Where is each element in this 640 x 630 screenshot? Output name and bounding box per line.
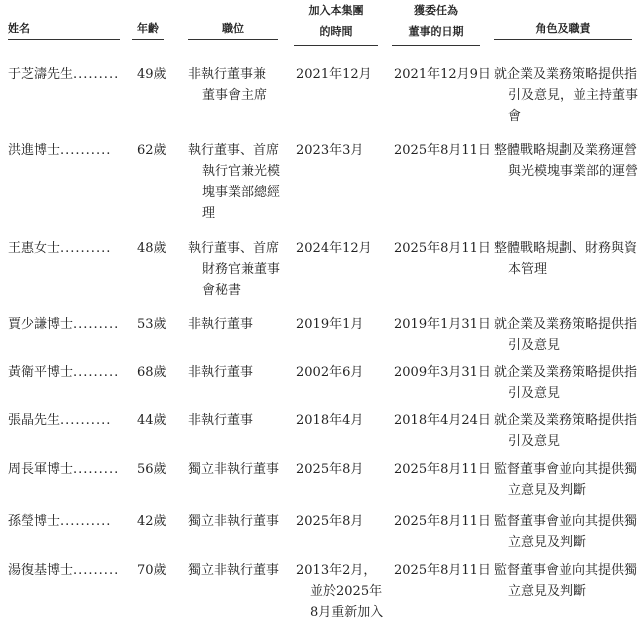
position-cell [188, 511, 284, 532]
join-date-line: 2013年2月， [296, 563, 377, 578]
director-name: 王惠女士 [8, 241, 61, 256]
director-name: 孫瑩博士 [8, 514, 61, 529]
appointment-date: 2025年8月11日 [394, 241, 491, 256]
appointment-date-cell [394, 511, 490, 532]
header-appoint-line: 董事的日期 [408, 25, 464, 38]
position-cell [188, 362, 284, 383]
role-cell [494, 511, 638, 553]
role-line: 引及意見 [508, 434, 561, 449]
appointment-date: 2025年8月11日 [394, 563, 491, 578]
age-cell [137, 459, 177, 480]
position-line: 非執行董事兼 [188, 67, 267, 82]
director-name: 洪進博士 [8, 143, 61, 158]
age-value: 48歲 [137, 241, 167, 256]
leader-dots: .......... [60, 241, 112, 256]
role-line: 監督董事會並向其提供獨 [494, 514, 638, 529]
position-line: 執行董事、首席 [188, 143, 280, 158]
join-date-cell [296, 64, 386, 85]
position-cell [188, 314, 284, 335]
director-name-cell [8, 362, 132, 383]
join-date-cell [296, 238, 386, 259]
leader-dots: ......... [73, 365, 120, 380]
age-value: 62歲 [137, 143, 167, 158]
role-cell [494, 140, 639, 182]
appointment-date-cell [394, 459, 490, 480]
header-appointment-date [392, 2, 480, 46]
director-name-cell [8, 560, 132, 581]
director-name-cell [8, 238, 132, 259]
age-cell [137, 314, 177, 335]
appointment-date-cell [394, 560, 490, 581]
director-name-cell [8, 410, 132, 431]
age-cell [137, 410, 177, 431]
role-line: 引及意見，並主持董事 [508, 88, 639, 103]
age-cell [137, 362, 177, 383]
role-cell [494, 314, 638, 356]
role-line: 與光模塊事業部的運營 [508, 164, 639, 179]
role-cell [494, 560, 638, 602]
role-cell [494, 410, 638, 452]
join-date-line: 並於2025年 [310, 584, 383, 599]
role-line: 就企業及業務策略提供指 [494, 413, 638, 428]
appointment-date: 2009年3月31日 [394, 365, 491, 380]
join-date-cell [296, 511, 386, 532]
age-value: 70歲 [137, 563, 167, 578]
age-cell [137, 238, 177, 259]
header-join-line: 加入本集團 [308, 4, 364, 17]
join-date-cell [296, 140, 386, 161]
leader-dots: ......... [73, 563, 120, 578]
position-line: 非執行董事 [188, 365, 254, 380]
age-value: 44歲 [137, 413, 167, 428]
join-date-line: 2025年8月 [296, 514, 364, 529]
position-line: 執行董事、首席 [188, 241, 280, 256]
director-name-cell [8, 314, 132, 335]
role-line: 監督董事會並向其提供獨 [494, 563, 638, 578]
join-date-line: 2019年1月 [296, 317, 364, 332]
position-line: 獨立非執行董事 [188, 462, 280, 477]
position-cell [188, 64, 284, 106]
age-value: 53歲 [137, 317, 167, 332]
position-cell [188, 560, 284, 581]
join-date-cell [296, 314, 386, 335]
age-value: 68歲 [137, 365, 167, 380]
role-line: 就企業及業務策略提供指 [494, 365, 638, 380]
age-cell [137, 140, 177, 161]
role-cell [494, 459, 638, 501]
appointment-date-cell [394, 238, 490, 259]
role-line: 立意見及判斷 [508, 584, 587, 599]
join-date-line: 2002年6月 [296, 365, 364, 380]
position-line: 非執行董事 [188, 413, 254, 428]
role-line: 就企業及業務策略提供指 [494, 67, 638, 82]
appointment-date-cell [394, 362, 490, 383]
appointment-date-cell [394, 410, 490, 431]
join-date-line: 2024年12月 [296, 241, 372, 256]
position-line: 董事會主席 [202, 88, 268, 103]
join-date-cell [296, 459, 386, 480]
join-date-line: 2025年8月 [296, 462, 364, 477]
join-date-line: 2018年4月 [296, 413, 364, 428]
director-name: 黃衛平博士 [8, 365, 74, 380]
appointment-date: 2025年8月11日 [394, 514, 491, 529]
director-name-cell [8, 459, 132, 480]
leader-dots: ......... [73, 67, 120, 82]
role-line: 引及意見 [508, 386, 561, 401]
leader-dots: .......... [60, 413, 112, 428]
leader-dots: .......... [60, 143, 112, 158]
header-position-label: 職位 [222, 22, 244, 35]
position-cell [188, 459, 284, 480]
age-cell [137, 560, 177, 581]
director-name: 湯復基博士 [8, 563, 74, 578]
header-age-label: 年齡 [137, 22, 159, 35]
director-name: 周長軍博士 [8, 462, 74, 477]
join-date-cell [296, 410, 386, 431]
leader-dots: ......... [73, 462, 120, 477]
director-name-cell [8, 140, 132, 161]
position-line: 獨立非執行董事 [188, 563, 280, 578]
join-date-line: 2023年3月 [296, 143, 364, 158]
age-cell [137, 64, 177, 85]
header-name-label: 姓名 [8, 22, 30, 35]
header-role [494, 20, 632, 40]
appointment-date: 2021年12月9日 [394, 67, 491, 82]
role-line: 會 [508, 109, 522, 124]
join-date-cell [296, 362, 386, 383]
header-join-line: 的時間 [319, 25, 353, 38]
director-name-cell [8, 64, 132, 85]
position-line: 財務官兼董事 [202, 262, 281, 277]
role-line: 整體戰略規劃及業務運營 [494, 143, 638, 158]
position-line: 獨立非執行董事 [188, 514, 280, 529]
age-cell [137, 511, 177, 532]
role-line: 整體戰略規劃、財務與資 [494, 241, 638, 256]
join-date-line: 8月重新加入 [310, 605, 384, 620]
join-date-cell [296, 560, 386, 623]
position-line: 會秘書 [202, 283, 242, 298]
position-line: 理 [202, 206, 216, 221]
director-name: 于芝濤先生 [8, 67, 74, 82]
role-line: 引及意見 [508, 338, 561, 353]
position-cell [188, 140, 284, 224]
join-date-line: 2021年12月 [296, 67, 372, 82]
age-value: 42歲 [137, 514, 167, 529]
age-value: 49歲 [137, 67, 167, 82]
role-line: 立意見及判斷 [508, 483, 587, 498]
position-cell [188, 410, 284, 431]
position-line: 塊事業部總經 [202, 185, 281, 200]
role-line: 監督董事會並向其提供獨 [494, 462, 638, 477]
role-line: 本管理 [508, 262, 548, 277]
appointment-date-cell [394, 64, 490, 85]
leader-dots: ......... [73, 317, 120, 332]
header-role-label: 角色及職責 [535, 22, 591, 35]
appointment-date: 2019年1月31日 [394, 317, 491, 332]
role-cell [494, 64, 639, 127]
header-appoint-line: 獲委任為 [414, 4, 458, 17]
appointment-date: 2025年8月11日 [394, 462, 491, 477]
header-name [8, 20, 120, 40]
age-value: 56歲 [137, 462, 167, 477]
position-cell [188, 238, 284, 301]
director-name: 張晶先生 [8, 413, 61, 428]
director-name-cell [8, 511, 132, 532]
appointment-date: 2018年4月24日 [394, 413, 491, 428]
appointment-date: 2025年8月11日 [394, 143, 491, 158]
position-line: 執行官兼光模 [202, 164, 281, 179]
header-join-date [294, 2, 378, 46]
director-name: 賈少謙博士 [8, 317, 74, 332]
role-cell [494, 362, 638, 404]
header-age [132, 20, 164, 40]
role-cell [494, 238, 638, 280]
position-line: 非執行董事 [188, 317, 254, 332]
leader-dots: .......... [60, 514, 112, 529]
appointment-date-cell [394, 314, 490, 335]
role-line: 就企業及業務策略提供指 [494, 317, 638, 332]
appointment-date-cell [394, 140, 490, 161]
role-line: 立意見及判斷 [508, 535, 587, 550]
header-position [188, 20, 278, 40]
